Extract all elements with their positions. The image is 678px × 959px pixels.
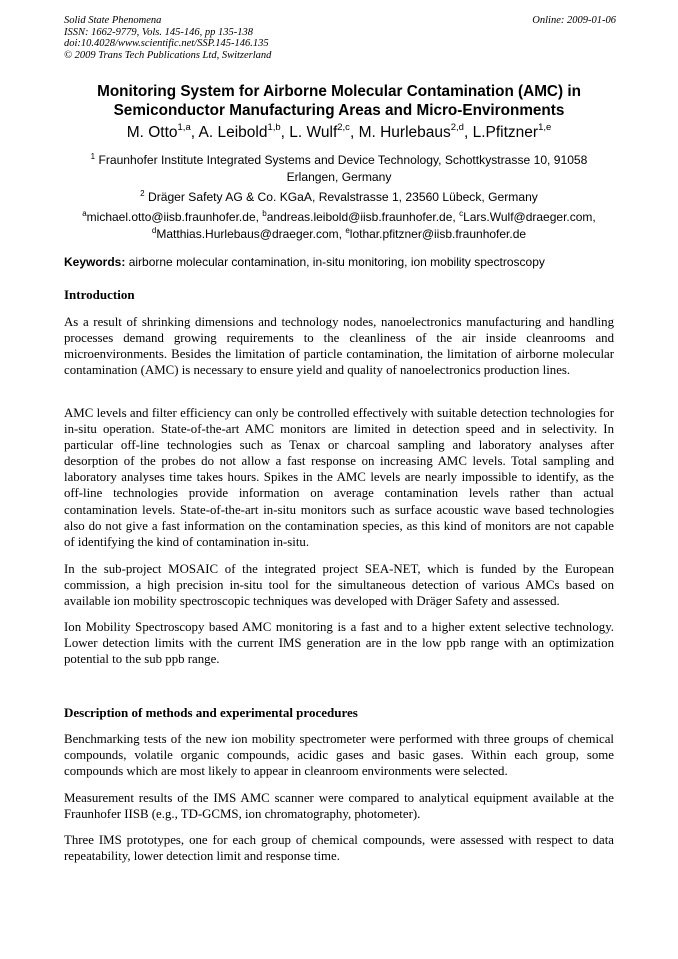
affiliation-2-text: Dräger Safety AG & Co. KGaA, Revalstrasse 1, 23560 Lübeck, Germany <box>147 190 538 204</box>
author-affiliation-mark: 1,a <box>177 122 191 133</box>
paragraph: Three IMS prototypes, one for each group of chemical compounds, were assessed with respect to data repeatability, lower detection limit and response time. <box>64 833 614 864</box>
paper-title <box>40 82 638 120</box>
paragraph: In the sub-project MOSAIC of the integrated project SEA-NET, which is funded by the European commission, a high precision in-situ tool for the simultaneous detection of various AMCs based on available ion mobility spectroscopic techniques was developed with Dräger Safety and assessed. <box>64 562 614 609</box>
email-link[interactable]: andreas.leibold@iisb.fraunhofer.de <box>266 210 453 224</box>
author-affiliation-mark: 2,c <box>337 122 350 133</box>
journal-name: Solid State Phenomena <box>64 15 162 26</box>
author-list: M. Otto$^{1,a}$, A. Leibold$^{1,b}$, L. Wulf$^{2,c}$, M. Hurlebaus$^{2,d}$, L.Pfitzner$^{1,e}$ <box>126 122 552 141</box>
author-affiliation-mark: 1,b <box>267 122 281 133</box>
affiliation-1-line-2: Erlangen, Germany <box>286 170 392 184</box>
section-heading-introduction: Introduction <box>64 287 135 302</box>
keywords-text: airborne molecular contamination, in-situ monitoring, ion mobility spectroscopy <box>128 255 545 269</box>
author-affiliation-mark: 1,e <box>538 122 552 133</box>
paragraph: AMC levels and filter efficiency can only be controlled effectively with suitable detection technologies for in-situ operation. State-of-the-art AMC monitors are limited in detection speed and in selectivity. In particular off-line technologies such as Tenax or charcoal sampling and laboratory analyses after desorption of the probes do not allow a fast response on increasing AMC levels. Total sampling and laboratory analyses time takes hours. Spikes in the AMC levels are nearly impossible to identify, as the off-line technologies provide information on average contamination levels rather than actual contamination levels. State-of-the-art in-situ monitors such as surface acoustic wave based technologies also do not give a fast information on the contamination species, as this kind of monitors are not capable of identifying the kind of contamination in-situ. <box>64 406 614 549</box>
affiliation-1-line-1 <box>40 152 638 169</box>
author-name: A. Leibold <box>198 124 268 141</box>
affiliation-2-line <box>40 189 638 206</box>
affiliation-mark: 1 <box>90 152 96 161</box>
email-mark: a <box>82 209 87 218</box>
keywords-label: Keywords: <box>64 255 126 269</box>
email-mark: c <box>459 209 464 218</box>
email-link[interactable]: Lars.Wulf@draeger.com <box>463 210 593 224</box>
affiliation-mark: 2 <box>140 189 145 198</box>
paragraph: Measurement results of the IMS AMC scanner were compared to analytical equipment available at the Fraunhofer IISB (e.g., TD-GCMS, ion chromatography, photometer). <box>64 791 614 822</box>
author-emails <box>40 209 638 243</box>
email-mark: b <box>262 209 267 218</box>
journal-doi: doi:10.4028/www.scientific.net/SSP.145-146.135 <box>64 38 269 49</box>
paragraph: As a result of shrinking dimensions and technology nodes, nanoelectronics manufacturing and handling processes demand growing requirements to the cleanliness of the air inside cleanrooms and microenvironments. Besides the limitation of particle contamination, the limitation of airborne molecular contamination (AMC) is necessary to ensure yield and quality of nanoelectronics production lines. <box>64 315 614 378</box>
journal-issn: ISSN: 1662-9779, Vols. 145-146, pp 135-138 <box>64 26 253 38</box>
email-mark: d <box>151 226 157 235</box>
online-date: Online: 2009-01-06 <box>532 15 616 26</box>
keywords <box>64 254 624 270</box>
author-name: L.Pfitzner <box>472 124 539 141</box>
paragraph: Ion Mobility Spectroscopy based AMC monitoring is a fast and to a higher extent selective technology. Lower detection limits with the current IMS generation are in the low ppb range with an optimization potential to the sub ppb range. <box>64 620 614 667</box>
email-link[interactable]: lothar.pfitzner@iisb.fraunhofer.de <box>349 227 527 241</box>
journal-copyright: © 2009 Trans Tech Publications Ltd, Switzerland <box>64 49 272 61</box>
email-link[interactable]: michael.otto@iisb.fraunhofer.de <box>86 210 256 224</box>
affiliation-1-text-1: Fraunhofer Institute Integrated Systems and Device Technology, Schottkystrasse 10, 91058 <box>98 153 588 167</box>
affiliation-1 <box>40 152 638 186</box>
journal-info <box>64 15 271 61</box>
emails-line-2: $^d$Matthias.Hurlebaus@draeger.com, $^e$lothar.pfitzner@iisb.fraunhofer.de <box>151 226 527 241</box>
paragraph: Benchmarking tests of the new ion mobility spectrometer were performed with three groups of chemical compounds, volatile organic compounds, acidic gases and basic gases. Within each group, some compounds which are most likely to appear in cleanroom environments were selected. <box>64 732 614 779</box>
email-link[interactable]: Matthias.Hurlebaus@draeger.com <box>156 227 339 241</box>
title-line-2: Semiconductor Manufacturing Areas and Micro-Environments <box>113 102 565 119</box>
emails-line-1: $^a$michael.otto@iisb.fraunhofer.de, $^b$andreas.leibold@iisb.fraunhofer.de, $^c$Lars.Wulf@draeger.com, <box>82 209 596 224</box>
email-mark: e <box>345 226 350 235</box>
section-heading-methods: Description of methods and experimental procedures <box>64 705 358 720</box>
author-name: M. Otto <box>126 124 178 141</box>
author-name: L. Wulf <box>289 124 338 141</box>
affiliation-2 <box>40 189 638 206</box>
author-affiliation-mark: 2,d <box>450 122 464 133</box>
title-line-1: Monitoring System for Airborne Molecular Contamination (AMC) in <box>97 83 581 100</box>
author-name: M. Hurlebaus <box>358 124 451 141</box>
